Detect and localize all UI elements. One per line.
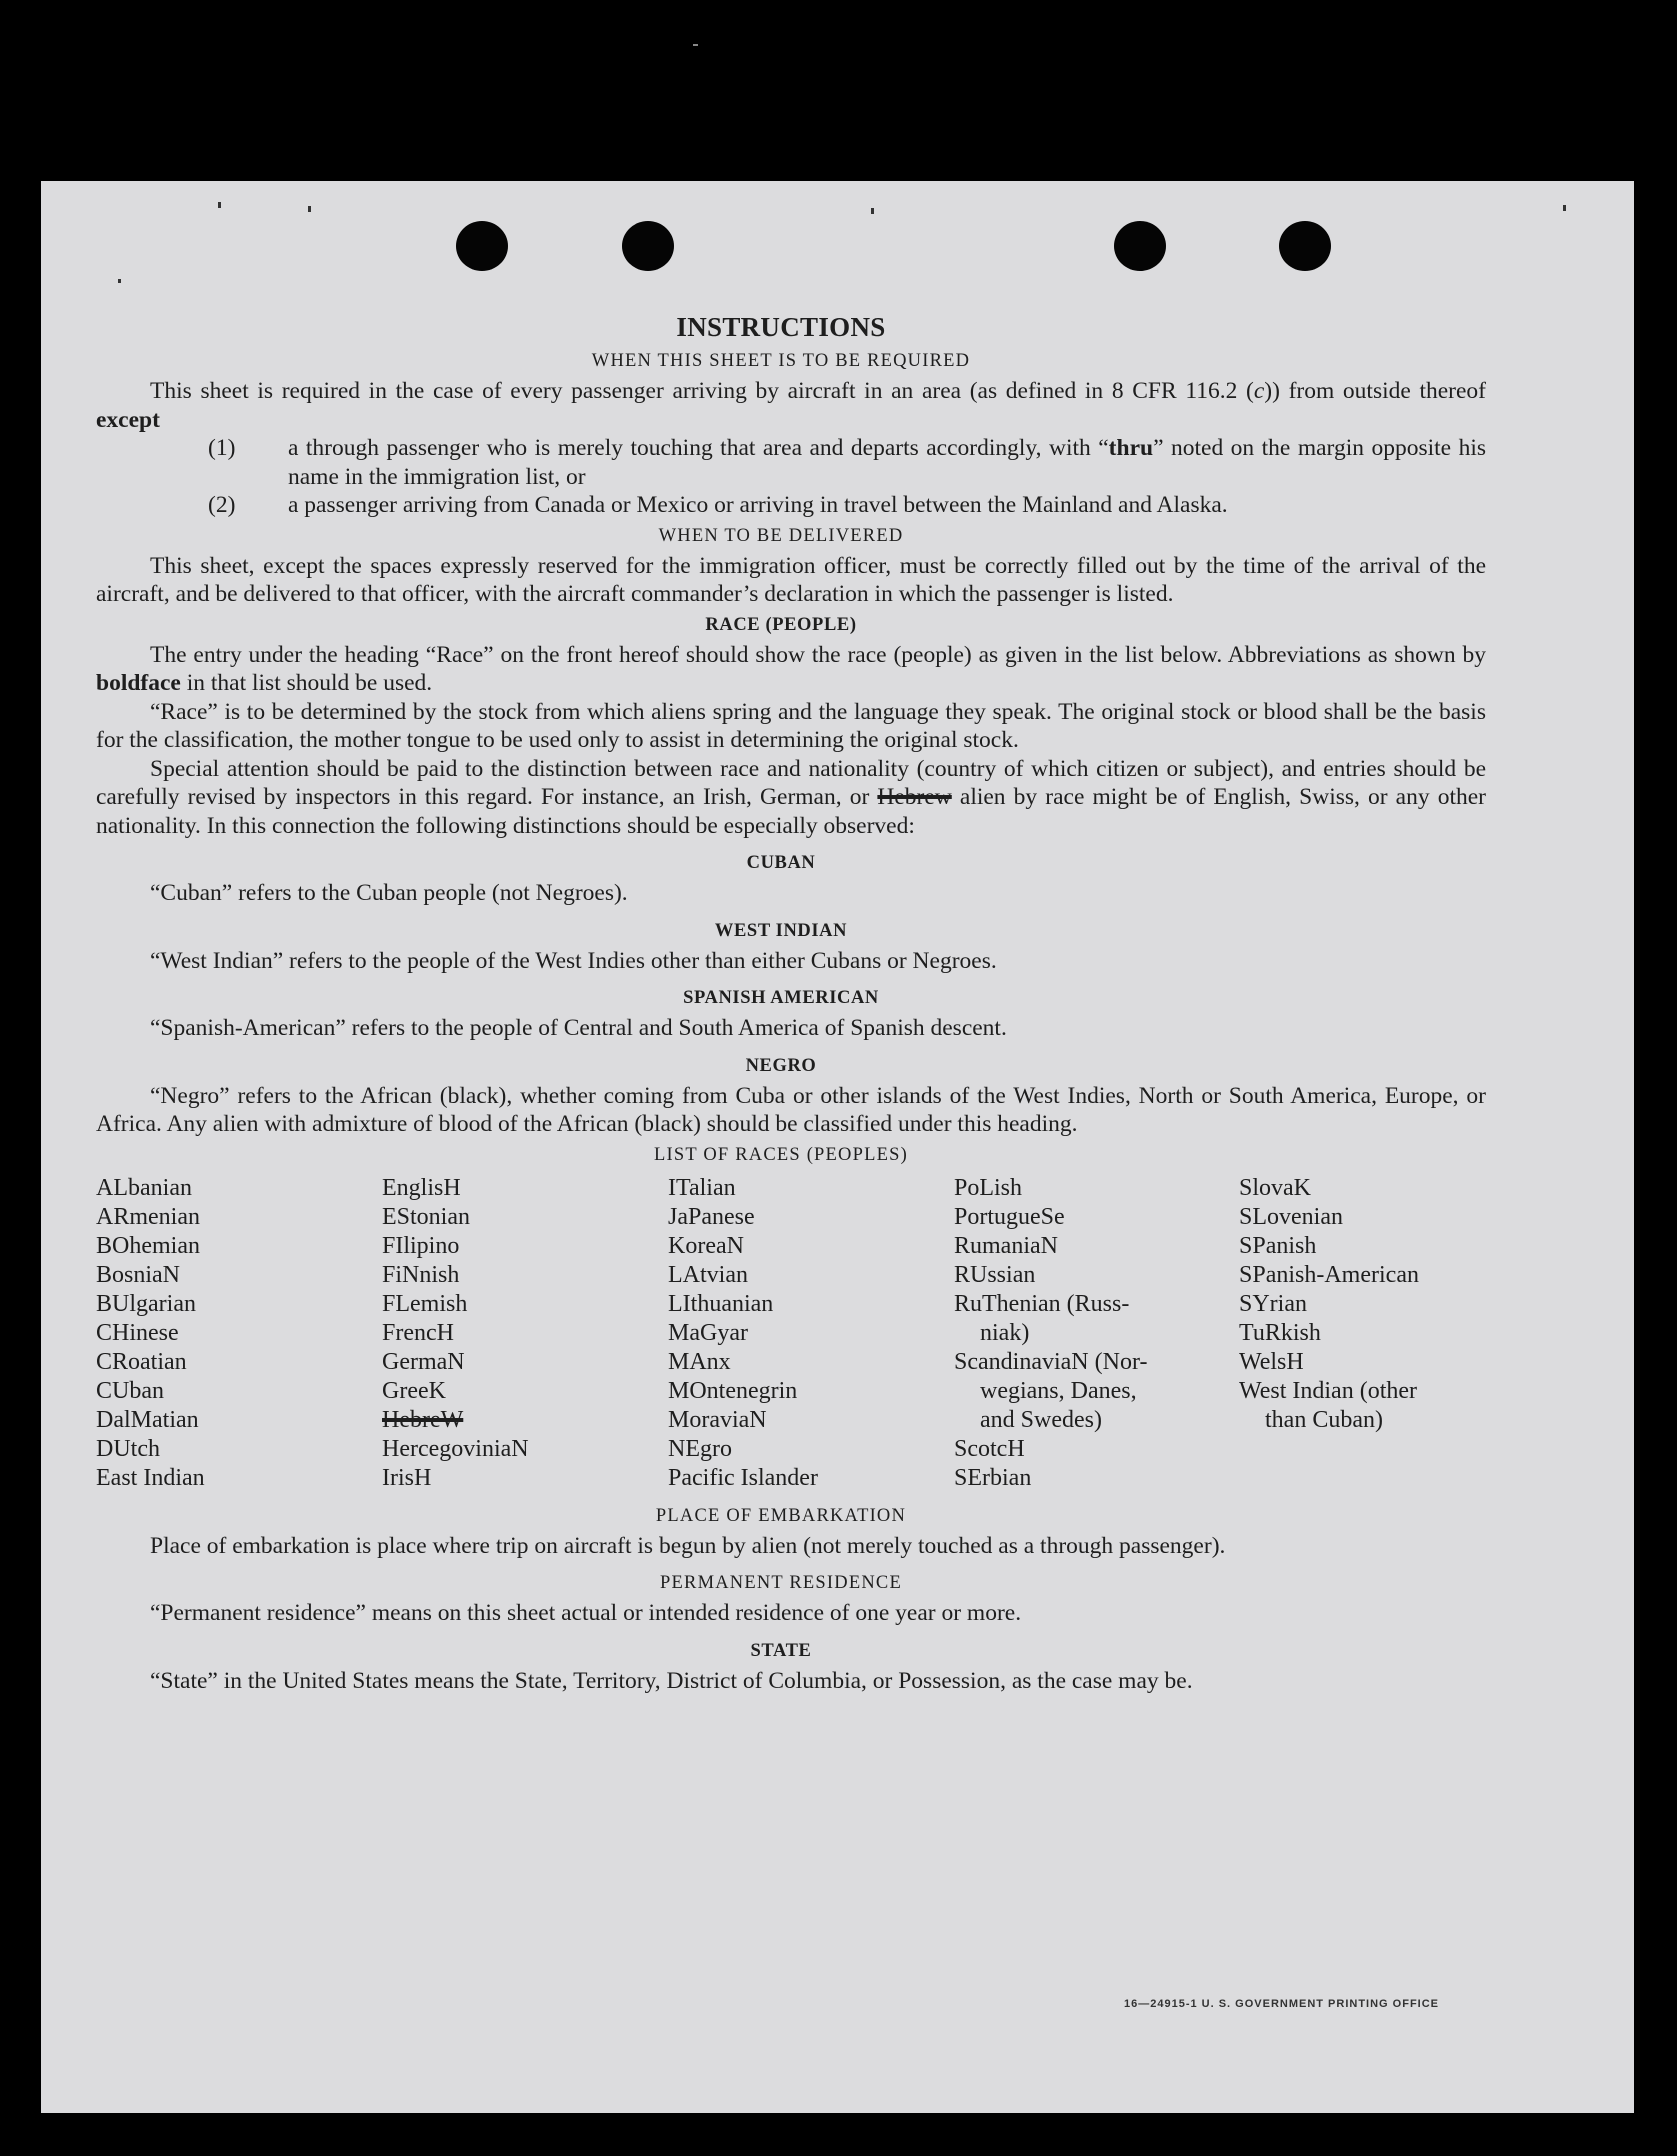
race-entry: SPanish xyxy=(1239,1232,1317,1259)
race-entry: SYrian xyxy=(1239,1290,1307,1317)
text-run: )) from outside thereof xyxy=(1264,378,1487,404)
race-entry: EStonian xyxy=(382,1203,470,1230)
race-entry: GreeK xyxy=(382,1377,446,1404)
race-entry: wegians, Danes, xyxy=(980,1377,1137,1404)
struck-text: Hebrew xyxy=(877,784,952,810)
text-run: This sheet is required in the case of every passenger arriving by aircraft in an area (as defined in 8 CFR 116.2 ( xyxy=(150,378,1254,404)
race-entry: ALbanian xyxy=(96,1174,192,1201)
text-run: The entry under the heading “Race” on the front hereof should show the race (people) as given in the list below. Abbreviations as shown by xyxy=(150,641,1486,668)
item-text: a passenger arriving from Canada or Mexico or arriving in travel between the Mainland and Alaska. xyxy=(288,492,1228,518)
punch-hole xyxy=(1114,221,1166,271)
race-entry: SlovaK xyxy=(1239,1174,1311,1201)
paragraph-race-2: “Race” is to be determined by the stock from which aliens spring and the language they speak. The original stock or blood shall be the basis for the classification, the mother tongue to be used only to assist in determining the original stock. xyxy=(96,698,1486,753)
text-run: boldface xyxy=(96,670,181,696)
race-entry: WelsH xyxy=(1239,1348,1304,1375)
race-list xyxy=(96,1174,1486,1493)
race-entry: CRoatian xyxy=(96,1348,187,1375)
print-code: 16—24915-1 U. S. GOVERNMENT PRINTING OFFICE xyxy=(1124,1998,1440,2010)
race-entry: East Indian xyxy=(96,1464,205,1491)
race-entry: FLemish xyxy=(382,1290,468,1317)
speck xyxy=(1563,205,1566,211)
race-entry: SPanish-American xyxy=(1239,1261,1419,1288)
heading-race: RACE (PEOPLE) xyxy=(705,614,857,635)
heading-state: STATE xyxy=(750,1640,812,1661)
document-body xyxy=(96,309,1486,1695)
race-entry: Pacific Islander xyxy=(668,1464,818,1491)
race-entry: BOhemian xyxy=(96,1232,200,1259)
race-entry: BosniaN xyxy=(96,1261,180,1288)
race-entry: TuRkish xyxy=(1239,1319,1321,1346)
heading-west-indian: WEST INDIAN xyxy=(714,920,848,941)
race-entry: GermaN xyxy=(382,1348,465,1375)
item-text xyxy=(288,434,1486,491)
heading-spanish-american: SPANISH AMERICAN xyxy=(683,988,879,1008)
paragraph-cuban: “Cuban” refers to the Cuban people (not Negroes). xyxy=(150,880,628,906)
speck xyxy=(118,279,121,283)
race-entry: IrisH xyxy=(382,1464,432,1491)
race-entry: NEgro xyxy=(668,1435,732,1462)
race-entry: JaPanese xyxy=(668,1203,755,1230)
paragraph-race-3 xyxy=(96,755,1486,841)
race-entry: FrencH xyxy=(382,1319,454,1346)
race-entry: FiNnish xyxy=(382,1261,460,1288)
race-entry: MOntenegrin xyxy=(668,1377,798,1404)
page-title: INSTRUCTIONS xyxy=(676,312,886,342)
race-entry: DUtch xyxy=(96,1435,160,1462)
heading-list-of-races: LIST OF RACES (PEOPLES) xyxy=(654,1144,908,1165)
race-entry: ScotcH xyxy=(954,1435,1025,1462)
speck xyxy=(218,202,221,208)
race-entry: niak) xyxy=(980,1319,1030,1346)
race-entry: LIthuanian xyxy=(668,1290,774,1317)
race-entry: PortugueSe xyxy=(954,1203,1065,1230)
heading-negro: NEGRO xyxy=(745,1055,817,1076)
paragraph-race-1 xyxy=(96,641,1486,698)
punch-hole xyxy=(456,221,508,271)
race-entry: RUssian xyxy=(954,1261,1036,1288)
speck xyxy=(308,206,311,212)
list-item xyxy=(208,434,1486,491)
race-entry: ScandinaviaN (Nor- xyxy=(954,1348,1148,1375)
race-entry: KoreaN xyxy=(668,1232,744,1259)
instruction-sheet xyxy=(41,181,1634,2113)
punch-hole xyxy=(1279,221,1331,271)
paragraph-embarkation: Place of embarkation is place where trip on aircraft is begun by alien (not merely touched as a through passenger). xyxy=(150,1532,1226,1559)
paragraph-permanent-residence: “Permanent residence” means on this sheet actual or intended residence of one year or more. xyxy=(150,1600,1022,1626)
race-entry: ITalian xyxy=(668,1174,736,1201)
heading-permanent-residence: PERMANENT RESIDENCE xyxy=(660,1573,902,1593)
race-entry: RuThenian (Russ- xyxy=(954,1290,1130,1317)
race-column xyxy=(96,1174,382,1493)
text-run: ” noted on the margin opposite his name in the immigration list, or xyxy=(288,435,1486,490)
paragraph-negro: “Negro” refers to the African (black), whether coming from Cuba or other islands of the West Indies, North or South America, Europe, or Africa. Any alien with admixture of blood of the African (black) should be classified under this heading. xyxy=(96,1082,1486,1137)
race-entry: BUlgarian xyxy=(96,1290,196,1317)
race-entry: DalMatian xyxy=(96,1406,199,1433)
paragraph-delivery: This sheet, except the spaces expressly reserved for the immigration officer, must be correctly filled out by the time of the arrival of the aircraft, and be delivered to that officer, with the aircraft commander’s declaration in which the passenger is listed. xyxy=(96,552,1486,607)
race-entry: CUban xyxy=(96,1377,164,1404)
race-entry: MoraviaN xyxy=(668,1406,767,1433)
scan-mark xyxy=(693,44,698,46)
text-run: except xyxy=(96,406,160,433)
text-run: a through passenger who is merely touching that area and departs accordingly, with “ xyxy=(288,435,1109,461)
paragraph-state: “State” in the United States means the State, Territory, District of Columbia, or Possession, as the case may be. xyxy=(150,1667,1193,1694)
race-column xyxy=(382,1174,668,1493)
race-entry: ARmenian xyxy=(96,1203,200,1230)
race-column xyxy=(668,1174,954,1493)
item-number: (1) xyxy=(208,435,236,461)
text-run: Special attention should be paid to the distinction between race and nationality (country of which citizen or subject), and entries should be carefully revised by inspectors in this regard. For instance, an Irish, German, or xyxy=(96,755,1486,810)
text-run: c xyxy=(1253,378,1265,404)
text-run: thru xyxy=(1108,435,1154,461)
race-entry: HercegoviniaN xyxy=(382,1435,529,1462)
heading-when-required: WHEN THIS SHEET IS TO BE REQUIRED xyxy=(591,351,971,371)
race-entry: SLovenian xyxy=(1239,1203,1343,1230)
race-entry: SErbian xyxy=(954,1464,1032,1491)
paragraph-requirement xyxy=(96,377,1486,434)
text-run: in that list should be used. xyxy=(180,670,433,696)
heading-when-delivered: WHEN TO BE DELIVERED xyxy=(658,525,904,546)
race-entry: LAtvian xyxy=(668,1261,748,1288)
race-entry: West Indian (other xyxy=(1239,1377,1418,1404)
text-run: alien by race might be of English, Swiss, or any other nationality. In this connection the following distinctions should be especially observed: xyxy=(96,784,1486,839)
speck xyxy=(871,208,874,214)
race-entry: EnglisH xyxy=(382,1174,461,1201)
race-entry: FIlipino xyxy=(382,1232,460,1259)
heading-embarkation: PLACE OF EMBARKATION xyxy=(655,1505,907,1526)
race-column xyxy=(1239,1174,1489,1493)
race-entry: PoLish xyxy=(954,1174,1023,1201)
item-number: (2) xyxy=(208,492,236,518)
race-entry: than Cuban) xyxy=(1265,1406,1383,1433)
race-entry: and Swedes) xyxy=(980,1406,1102,1433)
race-entry: RumaniaN xyxy=(954,1232,1058,1259)
paragraph-spanish-american: “Spanish-American” refers to the people of Central and South America of Spanish descent. xyxy=(150,1015,1007,1041)
race-entry: CHinese xyxy=(96,1319,179,1346)
paragraph-west-indian: “West Indian” refers to the people of the West Indies other than either Cubans or Negroes. xyxy=(150,947,997,974)
race-entry: MaGyar xyxy=(668,1319,748,1346)
race-entry: HebreW xyxy=(382,1406,464,1433)
list-item xyxy=(208,491,1486,520)
race-column xyxy=(954,1174,1239,1493)
race-entry: MAnx xyxy=(668,1348,731,1375)
punch-hole xyxy=(622,221,674,271)
heading-cuban: CUBAN xyxy=(746,853,816,873)
